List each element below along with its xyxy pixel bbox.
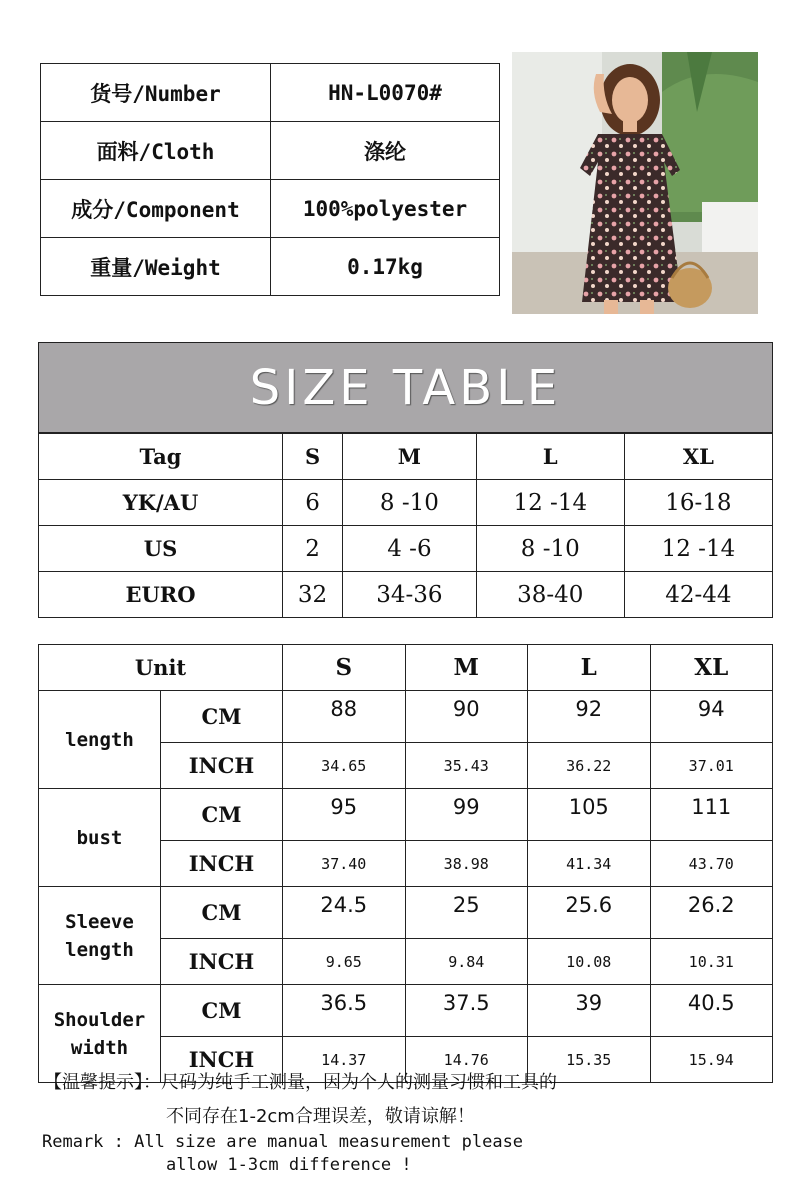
product-info-table xyxy=(40,63,500,296)
size-cell: 2 xyxy=(283,526,343,572)
size-row-yk-au xyxy=(39,480,773,526)
measurement-header-row xyxy=(39,645,773,691)
inch-cell: 9.84 xyxy=(405,939,528,985)
group-label-length: length xyxy=(39,691,161,789)
cm-cell: 36.5 xyxy=(283,985,406,1037)
tip-line-2: 不同存在1-2cm合理误差，敬请谅解！ xyxy=(166,1106,475,1127)
header-cell: Tag xyxy=(39,434,283,480)
inch-cell: 15.94 xyxy=(650,1037,773,1083)
unit-header: Unit xyxy=(39,645,283,691)
unit-label: CM xyxy=(161,789,283,841)
inch-cell: 43.70 xyxy=(650,841,773,887)
cm-cell: 26.2 xyxy=(650,887,773,939)
inch-cell: 10.31 xyxy=(650,939,773,985)
row-label: YK/AU xyxy=(39,480,283,526)
size-cell: 4 -6 xyxy=(343,526,477,572)
inch-cell: 37.01 xyxy=(650,743,773,789)
size-row-euro xyxy=(39,572,773,618)
header-cell: S xyxy=(283,645,406,691)
cm-cell: 25.6 xyxy=(528,887,651,939)
header-cell: L xyxy=(528,645,651,691)
cm-cell: 105 xyxy=(528,789,651,841)
size-cell: 16-18 xyxy=(624,480,772,526)
remark-line-2: allow 1-3cm difference ! xyxy=(166,1155,412,1175)
inch-cell: 37.40 xyxy=(283,841,406,887)
cm-cell: 99 xyxy=(405,789,528,841)
size-table-banner xyxy=(38,342,773,433)
row-label: EURO xyxy=(39,572,283,618)
info-value: 涤纶 xyxy=(271,122,500,180)
cm-cell: 24.5 xyxy=(283,887,406,939)
inch-cell: 15.35 xyxy=(528,1037,651,1083)
tip-line-1: 【温馨提示】：尺码为纯手工测量，因为个人的测量习惯和工具的 xyxy=(44,1072,557,1093)
size-cell: 8 -10 xyxy=(343,480,477,526)
sleeve-cm-row xyxy=(39,887,773,939)
unit-label: CM xyxy=(161,985,283,1037)
size-conversion-table xyxy=(38,433,773,618)
remark-line-1: Remark : All size are manual measurement please xyxy=(42,1132,524,1152)
info-label: 货号/Number xyxy=(41,64,271,122)
unit-label: INCH xyxy=(161,939,283,985)
cm-cell: 40.5 xyxy=(650,985,773,1037)
unit-label: CM xyxy=(161,887,283,939)
info-row-component xyxy=(41,180,500,238)
size-cell: 42-44 xyxy=(624,572,772,618)
inch-cell: 38.98 xyxy=(405,841,528,887)
measurement-table xyxy=(38,644,773,1083)
group-label-bust: bust xyxy=(39,789,161,887)
cm-cell: 37.5 xyxy=(405,985,528,1037)
product-photo xyxy=(512,52,758,314)
group-label-shoulder-width: Shoulder width xyxy=(39,985,161,1083)
length-cm-row xyxy=(39,691,773,743)
info-label: 成分/Component xyxy=(41,180,271,238)
size-cell: 32 xyxy=(283,572,343,618)
inch-cell: 35.43 xyxy=(405,743,528,789)
header-cell: XL xyxy=(624,434,772,480)
bust-cm-row xyxy=(39,789,773,841)
inch-cell: 14.37 xyxy=(283,1037,406,1083)
inch-cell: 41.34 xyxy=(528,841,651,887)
size-cell: 12 -14 xyxy=(624,526,772,572)
inch-cell: 36.22 xyxy=(528,743,651,789)
info-label: 重量/Weight xyxy=(41,238,271,296)
cm-cell: 92 xyxy=(528,691,651,743)
size-cell: 12 -14 xyxy=(476,480,624,526)
group-label-sleeve-length: Sleeve length xyxy=(39,887,161,985)
inch-cell: 34.65 xyxy=(283,743,406,789)
header-cell: S xyxy=(283,434,343,480)
inch-cell: 14.76 xyxy=(405,1037,528,1083)
cm-cell: 94 xyxy=(650,691,773,743)
size-cell: 6 xyxy=(283,480,343,526)
header-cell: M xyxy=(343,434,477,480)
cm-cell: 88 xyxy=(283,691,406,743)
unit-label: INCH xyxy=(161,841,283,887)
info-value: 0.17kg xyxy=(271,238,500,296)
size-cell: 38-40 xyxy=(476,572,624,618)
size-cell: 8 -10 xyxy=(476,526,624,572)
cm-cell: 25 xyxy=(405,887,528,939)
info-row-cloth xyxy=(41,122,500,180)
info-value: HN-L0070# xyxy=(271,64,500,122)
unit-label: CM xyxy=(161,691,283,743)
info-value: 100%polyester xyxy=(271,180,500,238)
unit-label: INCH xyxy=(161,743,283,789)
size-cell: 34-36 xyxy=(343,572,477,618)
row-label: US xyxy=(39,526,283,572)
cm-cell: 90 xyxy=(405,691,528,743)
header-cell: XL xyxy=(650,645,773,691)
header-cell: M xyxy=(405,645,528,691)
cm-cell: 111 xyxy=(650,789,773,841)
header-cell: L xyxy=(476,434,624,480)
info-row-weight xyxy=(41,238,500,296)
size-header-row xyxy=(39,434,773,480)
inch-cell: 9.65 xyxy=(283,939,406,985)
shoulder-cm-row xyxy=(39,985,773,1037)
cm-cell: 39 xyxy=(528,985,651,1037)
unit-label: INCH xyxy=(161,1037,283,1083)
model-illustration xyxy=(512,52,758,314)
size-table-title: SIZE TABLE xyxy=(249,359,562,416)
inch-cell: 10.08 xyxy=(528,939,651,985)
info-row-number xyxy=(41,64,500,122)
info-label: 面料/Cloth xyxy=(41,122,271,180)
cm-cell: 95 xyxy=(283,789,406,841)
size-row-us xyxy=(39,526,773,572)
